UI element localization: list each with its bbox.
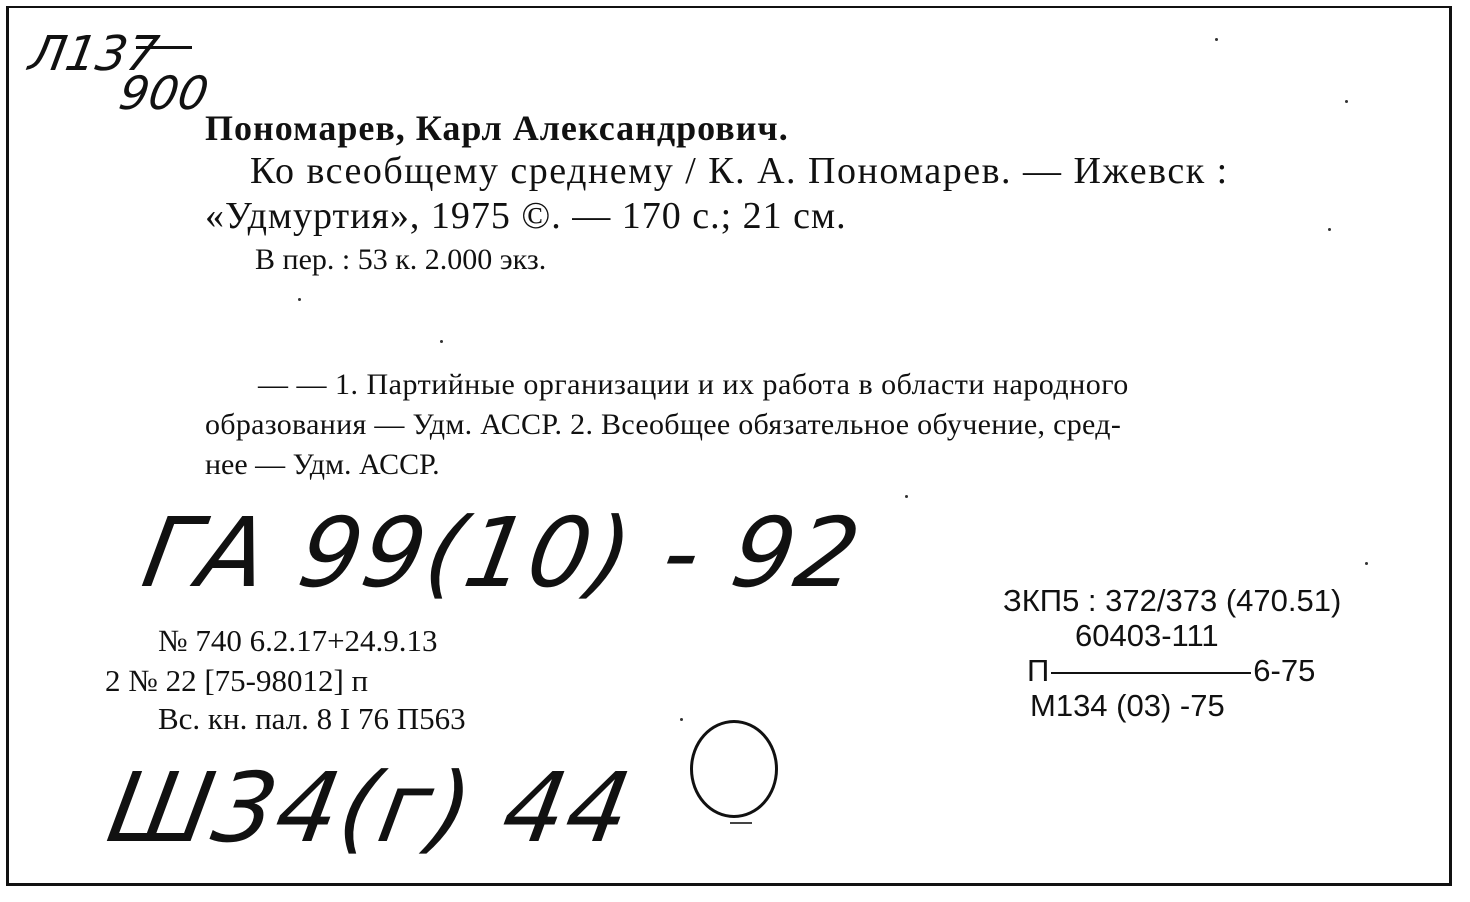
classification-suffix: 6-75 — [1253, 653, 1316, 688]
circle-tick-mark — [730, 822, 752, 824]
scan-speck — [1215, 38, 1218, 41]
classification-rule — [1051, 672, 1251, 674]
punch-hole-circle — [690, 720, 778, 818]
record-number-line-2: 2 № 22 [75-98012] п — [105, 663, 369, 698]
title-line-1: Ко всеобщему среднему / К. А. Пономарев. — Ижевск : — [250, 150, 1229, 192]
classification-line-2: 60403-111 — [1075, 618, 1219, 653]
handwritten-dash — [136, 46, 192, 49]
handwritten-ga-code: ГА 99(10) - 92 — [135, 497, 870, 609]
scan-speck — [1365, 562, 1368, 565]
price-line: В пер. : 53 к. 2.000 экз. — [255, 243, 547, 276]
scan-speck — [680, 718, 683, 721]
scan-speck — [1328, 228, 1331, 231]
subject-line-3: нее — Удм. АССР. — [205, 448, 440, 481]
handwritten-number: 900 — [115, 66, 213, 120]
handwritten-sh-code: Ш34(г) 44 — [100, 752, 641, 864]
subject-line-2: образования — Удм. АССР. 2. Всеобщее обязательное обучение, сред- — [205, 408, 1122, 441]
handwritten-shelf-code: Л137 — [25, 26, 163, 82]
scan-speck — [298, 298, 301, 301]
author-heading: Пономарев, Карл Александрович. — [205, 108, 789, 148]
classification-prefix: П — [1027, 653, 1050, 688]
classification-line-4: М134 (03) -75 — [1030, 688, 1225, 723]
classification-line-1: ЗКП5 : 372/373 (470.51) — [1003, 583, 1342, 618]
record-number-line-1: № 740 6.2.17+24.9.13 — [158, 623, 438, 658]
scan-speck — [905, 495, 908, 498]
scan-speck — [440, 340, 443, 343]
scan-speck — [1345, 100, 1348, 103]
subject-line-1: — — 1. Партийные организации и их работа в области народного — [258, 368, 1129, 401]
classification-line-3 — [1027, 655, 1315, 686]
title-line-2: «Удмуртия», 1975 ©. — 170 с.; 21 см. — [205, 195, 847, 237]
record-number-line-3: Вс. кн. пал. 8 I 76 П563 — [158, 701, 466, 736]
